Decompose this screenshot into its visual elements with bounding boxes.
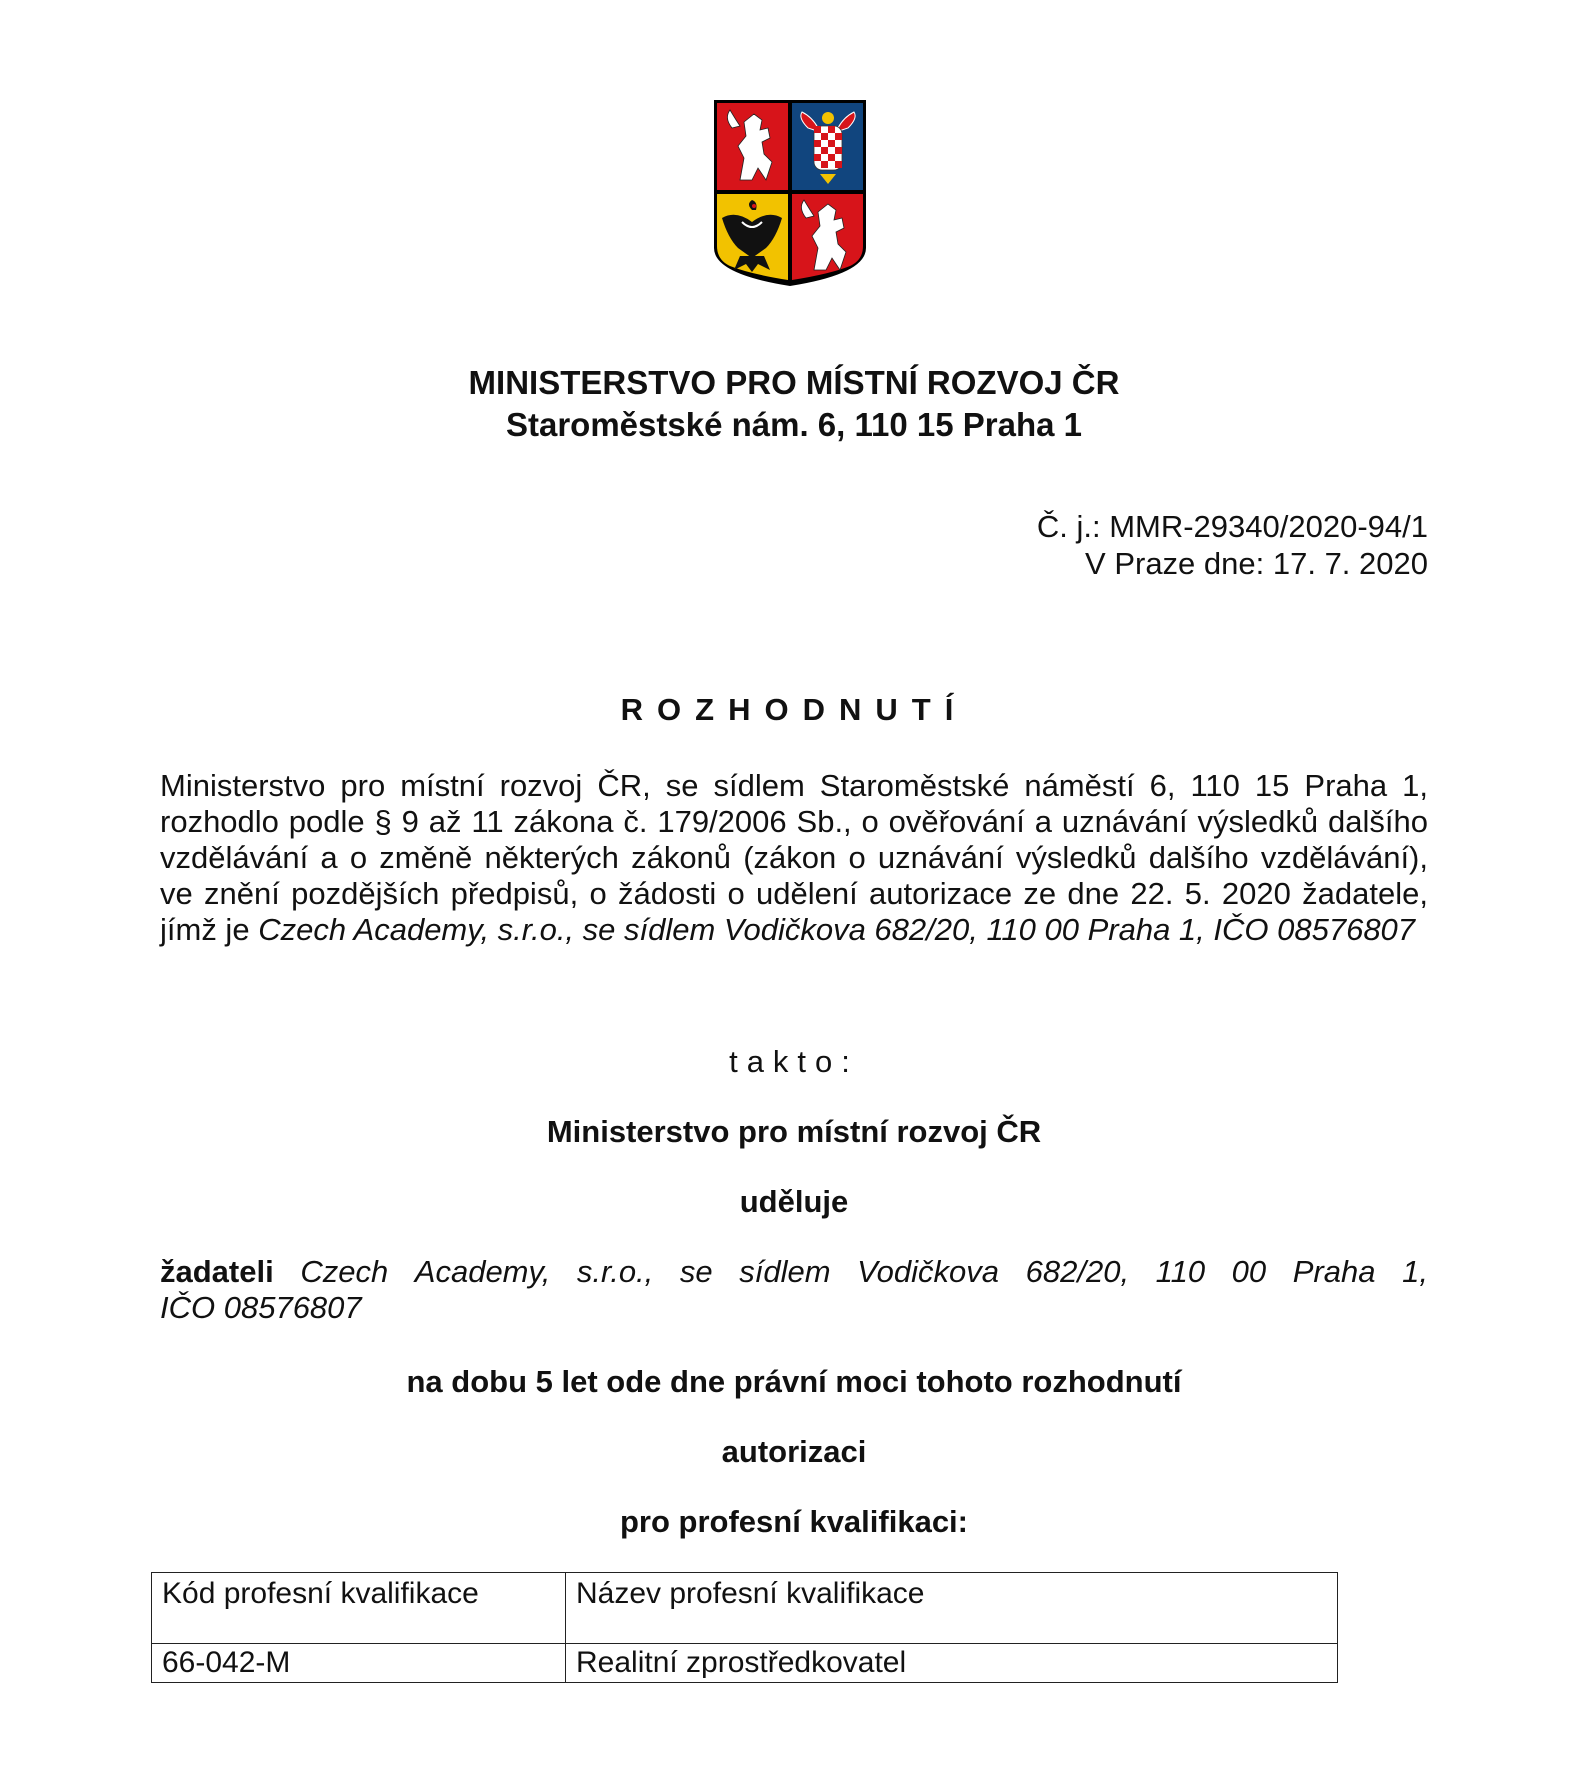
intro-paragraph <box>160 768 1428 948</box>
ministry-header <box>0 362 1588 446</box>
table-header-cell: Název profesní kvalifikace <box>566 1573 1338 1644</box>
decision-grants: uděluje <box>739 1184 849 1219</box>
applicant-word: Czech <box>300 1254 389 1289</box>
applicant-line <box>160 1254 1428 1290</box>
applicant-word: 682/20, <box>1025 1254 1130 1289</box>
applicant-word: Vodičkova <box>857 1254 1000 1289</box>
intro-main-text: Ministerstvo pro místní rozvoj ČR, se sídlem Staroměstské náměstí 6, 110 15 Praha 1, rozhodlo podle § 9 až 11 zákona č. 179/2006 Sb., o ověřování a uznávání výsledků dalšího vzdělávání a o změně některých zákonů (zákon o uznávání výsledků dalšího vzdělávání), ve znění pozdějších předpisů, o žádosti o udělení autorizace ze dne 22. 5. 2020 žadatele, <box>160 768 1428 911</box>
table-header-cell: Kód profesní kvalifikace <box>152 1573 566 1644</box>
decision-authorization: autorizaci <box>721 1434 867 1469</box>
intro-applicant: Czech Academy, s.r.o., se sídlem Vodičkova 682/20, 110 00 Praha 1, IČO 08576807 <box>258 912 1416 947</box>
document-title: ROZHODNUTÍ <box>620 692 968 727</box>
qualification-code-cell: 66-042-M <box>152 1644 566 1683</box>
applicant-word: 110 <box>1155 1254 1206 1289</box>
applicant-word: Praha <box>1292 1254 1376 1289</box>
intro-lead: jímž je <box>160 912 250 947</box>
qualification-name-cell: Realitní zprostředkovatel <box>566 1644 1338 1683</box>
table-header-row <box>152 1573 1338 1644</box>
ministry-address: Staroměstské nám. 6, 110 15 Praha 1 <box>505 406 1083 443</box>
date-line: V Praze dne: 17. 7. 2020 <box>1085 546 1428 581</box>
applicant-word: sídlem <box>739 1254 831 1289</box>
reference-block <box>1037 508 1428 582</box>
applicant-word: 00 <box>1231 1254 1267 1289</box>
applicant-block <box>160 1254 1428 1326</box>
applicant-label: žadateli <box>160 1254 274 1289</box>
coat-of-arms-emblem <box>710 98 870 288</box>
ministry-name: MINISTERSTVO PRO MÍSTNÍ ROZVOJ ČR <box>468 364 1120 401</box>
applicant-word: se <box>679 1254 713 1289</box>
applicant-word: s.r.o., <box>576 1254 654 1289</box>
applicant-id: IČO 08576807 <box>160 1290 362 1325</box>
applicant-word: 1, <box>1402 1254 1428 1289</box>
applicant-word: Academy, <box>414 1254 551 1289</box>
decision-authority: Ministerstvo pro místní rozvoj ČR <box>546 1114 1042 1149</box>
case-number: Č. j.: MMR-29340/2020-94/1 <box>1036 509 1428 544</box>
table-row <box>152 1644 1338 1683</box>
takto-line: takto: <box>729 1044 859 1079</box>
decision-duration: na dobu 5 let ode dne právní moci tohoto rozhodnutí <box>406 1364 1182 1399</box>
decision-for-qualification: pro profesní kvalifikaci: <box>620 1504 968 1539</box>
qualifications-table <box>151 1572 1338 1683</box>
